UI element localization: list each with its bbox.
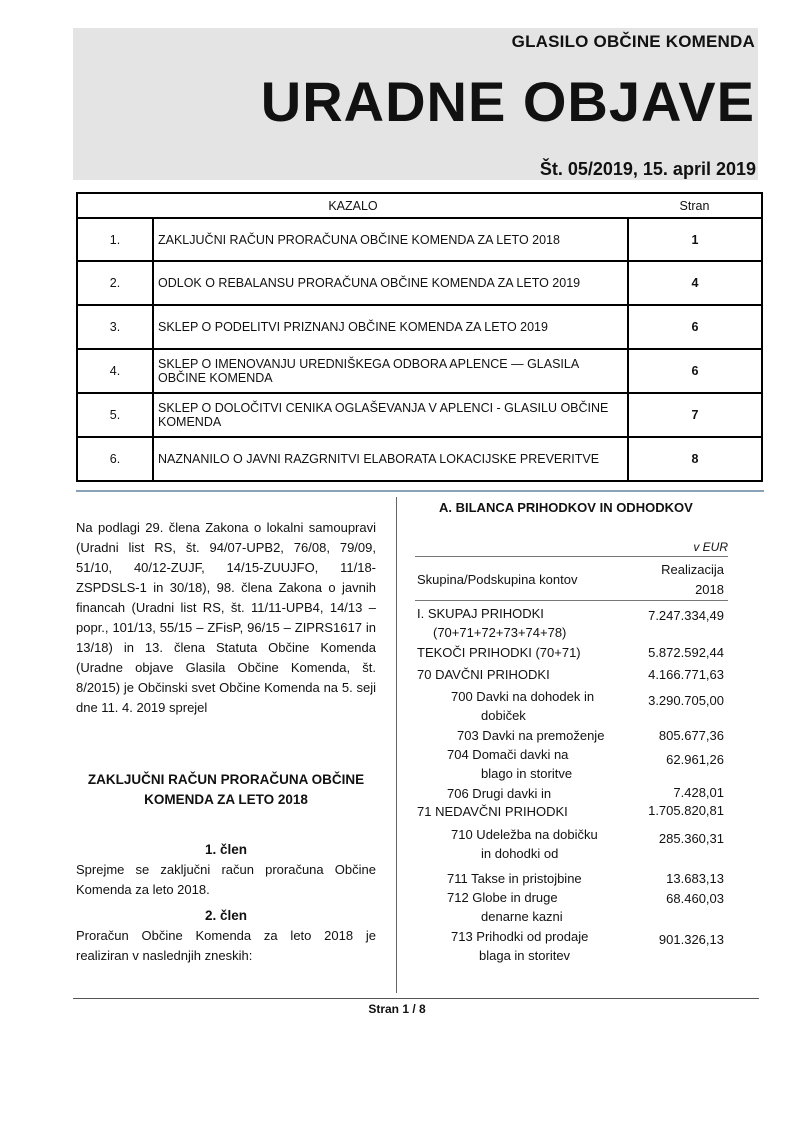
balance-section-title: A. BILANCA PRIHODKOV IN ODHODKOV [439,500,693,515]
toc-item-number: 2. [77,261,153,305]
article-1-heading: 1. člen [204,842,248,857]
table-row-value: 7.247.334,49 [648,608,724,623]
toc-item-number: 3. [77,305,153,349]
toc-item-title[interactable]: NAZNANILO O JAVNI RAZGRNITVI ELABORATA LOKACIJSKE PREVERITVE [153,437,628,481]
table-row-label [451,687,594,725]
row-label-line: (70+71+72+73+74+78) [433,625,567,640]
table-row-label: 70 DAVČNI PRIHODKI [417,667,550,682]
article-1-text: Sprejme se zaključni račun proračuna Občine Komenda za leto 2018. [76,862,376,897]
toc-page-heading: Stran [628,193,762,218]
table-row-label [447,888,563,926]
publication-name: GLASILO OBČINE KOMENDA [511,32,755,51]
toc-item-number: 5. [77,393,153,437]
table-row-label: 711 Takse in pristojbine [447,871,582,886]
row-label-line: denarne kazni [481,909,563,924]
toc-item-title[interactable]: SKLEP O IMENOVANJU UREDNIŠKEGA ODBORA APLENCE — GLASILA OBČINE KOMENDA [153,349,628,393]
toc-row[interactable] [77,349,762,393]
toc-row[interactable] [77,437,762,481]
toc-item-page: 6 [628,349,762,393]
toc-item-page: 1 [628,218,762,261]
table-row-value: 62.961,26 [666,752,724,767]
row-label-line: blaga in storitev [479,948,571,963]
page-number: Stran 1 / 8 [368,1002,426,1016]
toc-item-title[interactable]: SKLEP O PODELITVI PRIZNANJ OBČINE KOMENDA ZA LETO 2019 [153,305,628,349]
row-label-line: 713 Prihodki od prodaje [451,929,589,944]
toc-item-page: 8 [628,437,762,481]
currency-unit: v EUR [693,540,728,554]
row-label-line: 712 Globe in druge [447,890,558,905]
toc-item-number: 4. [77,349,153,393]
table-row-value: 5.872.592,44 [648,645,724,660]
toc-row[interactable] [77,218,762,261]
decision-title-line: KOMENDA ZA LETO 2018 [144,792,308,807]
section-divider [76,490,764,492]
table-row-label: 71 NEDAVČNI PRIHODKI [417,804,568,819]
toc-item-number: 6. [77,437,153,481]
column-header-realization [661,560,724,600]
column-header-group: Skupina/Podskupina kontov [417,572,578,587]
table-row-value: 4.166.771,63 [648,667,724,682]
toc-header-row [77,193,762,218]
row-label-line: 700 Davki na dohodek in [451,689,595,704]
column-header-line: 2018 [695,582,724,597]
toc-heading: KAZALO [77,193,628,218]
row-label-line: in dohodki od [481,846,559,861]
table-row-value: 68.460,03 [666,891,724,906]
table-row-value: 285.360,31 [658,831,724,846]
table-row-label [451,927,588,965]
article-2-text: Proračun Občine Komenda za leto 2018 je realiziran v naslednjih zneskih: [76,928,376,963]
issue-number: Št. 05/2019, 15. april 2019 [539,159,756,179]
table-row-label [447,745,572,783]
toc-item-page: 7 [628,393,762,437]
column-header-line: Realizacija [661,562,724,577]
table-row-label: TEKOČI PRIHODKI (70+71) [417,645,581,660]
table-row-label [451,825,598,863]
table-of-contents [76,192,763,482]
table-row-value: 3.290.705,00 [648,693,724,708]
toc-item-title[interactable]: ODLOK O REBALANSU PRORAČUNA OBČINE KOMENDA ZA LETO 2019 [153,261,628,305]
row-label-line: dobiček [481,708,526,723]
toc-item-number: 1. [77,218,153,261]
table-row-value: 805.677,36 [658,728,724,743]
table-row-label: 706 Drugi davki in [447,786,552,801]
publication-title: URADNE OBJAVE [260,70,755,133]
article-2-heading: 2. člen [204,908,248,923]
table-row-label [417,604,566,642]
decision-title [76,770,376,810]
decision-title-line: ZAKLJUČNI RAČUN PRORAČUNA OBČINE [87,772,365,787]
row-label-line: 704 Domači davki na [447,747,569,762]
toc-item-title[interactable]: ZAKLJUČNI RAČUN PRORAČUNA OBČINE KOMENDA ZA LETO 2018 [153,218,628,261]
table-row-value: 13.683,13 [666,871,724,886]
masthead [73,28,758,180]
table-row-value: 1.705.820,81 [648,803,724,818]
toc-item-page: 6 [628,305,762,349]
legal-basis-paragraph: Na podlagi 29. člena Zakona o lokalni samoupravi (Uradni list RS, št. 94/07-UPB2, 76/08, 79/09, 51/10, 40/12-ZUJF, 14/15-ZUUJFO, 11/18-ZSPDSLS-1 in 30/18), 98. člena Zakona o javnih financah (Uradni list RS, št. 11/11-UPB4, 14/13 – popr., 101/13, 55/15 – ZFisP, 96/15 – ZIPRS1617 in 13/18) in 13. člena Statuta Občine Komenda (Uradne objave Glasila Občine Komenda, št. 8/2015) je Občinski svet Občine Komenda na 5. seji dne 11. 4. 2019 sprejel [76,520,376,715]
toc-row[interactable] [77,393,762,437]
toc-row[interactable] [77,261,762,305]
table-rule [415,600,728,601]
column-divider [396,497,397,993]
toc-row[interactable] [77,305,762,349]
balance-table [415,498,728,978]
footer-divider [73,998,759,999]
left-column [76,518,376,966]
table-row-value: 7.428,01 [673,785,724,800]
table-rule [415,556,728,557]
toc-item-title[interactable]: SKLEP O DOLOČITVI CENIKA OGLAŠEVANJA V APLENCI - GLASILU OBČINE KOMENDA [153,393,628,437]
row-label-line: 710 Udeležba na dobičku [451,827,598,842]
row-label-line: I. SKUPAJ PRIHODKI [417,606,544,621]
table-row-value: 901.326,13 [658,932,724,947]
toc-item-page: 4 [628,261,762,305]
row-label-line: blago in storitve [481,766,573,781]
table-row-label: 703 Davki na premoženje [457,728,605,743]
